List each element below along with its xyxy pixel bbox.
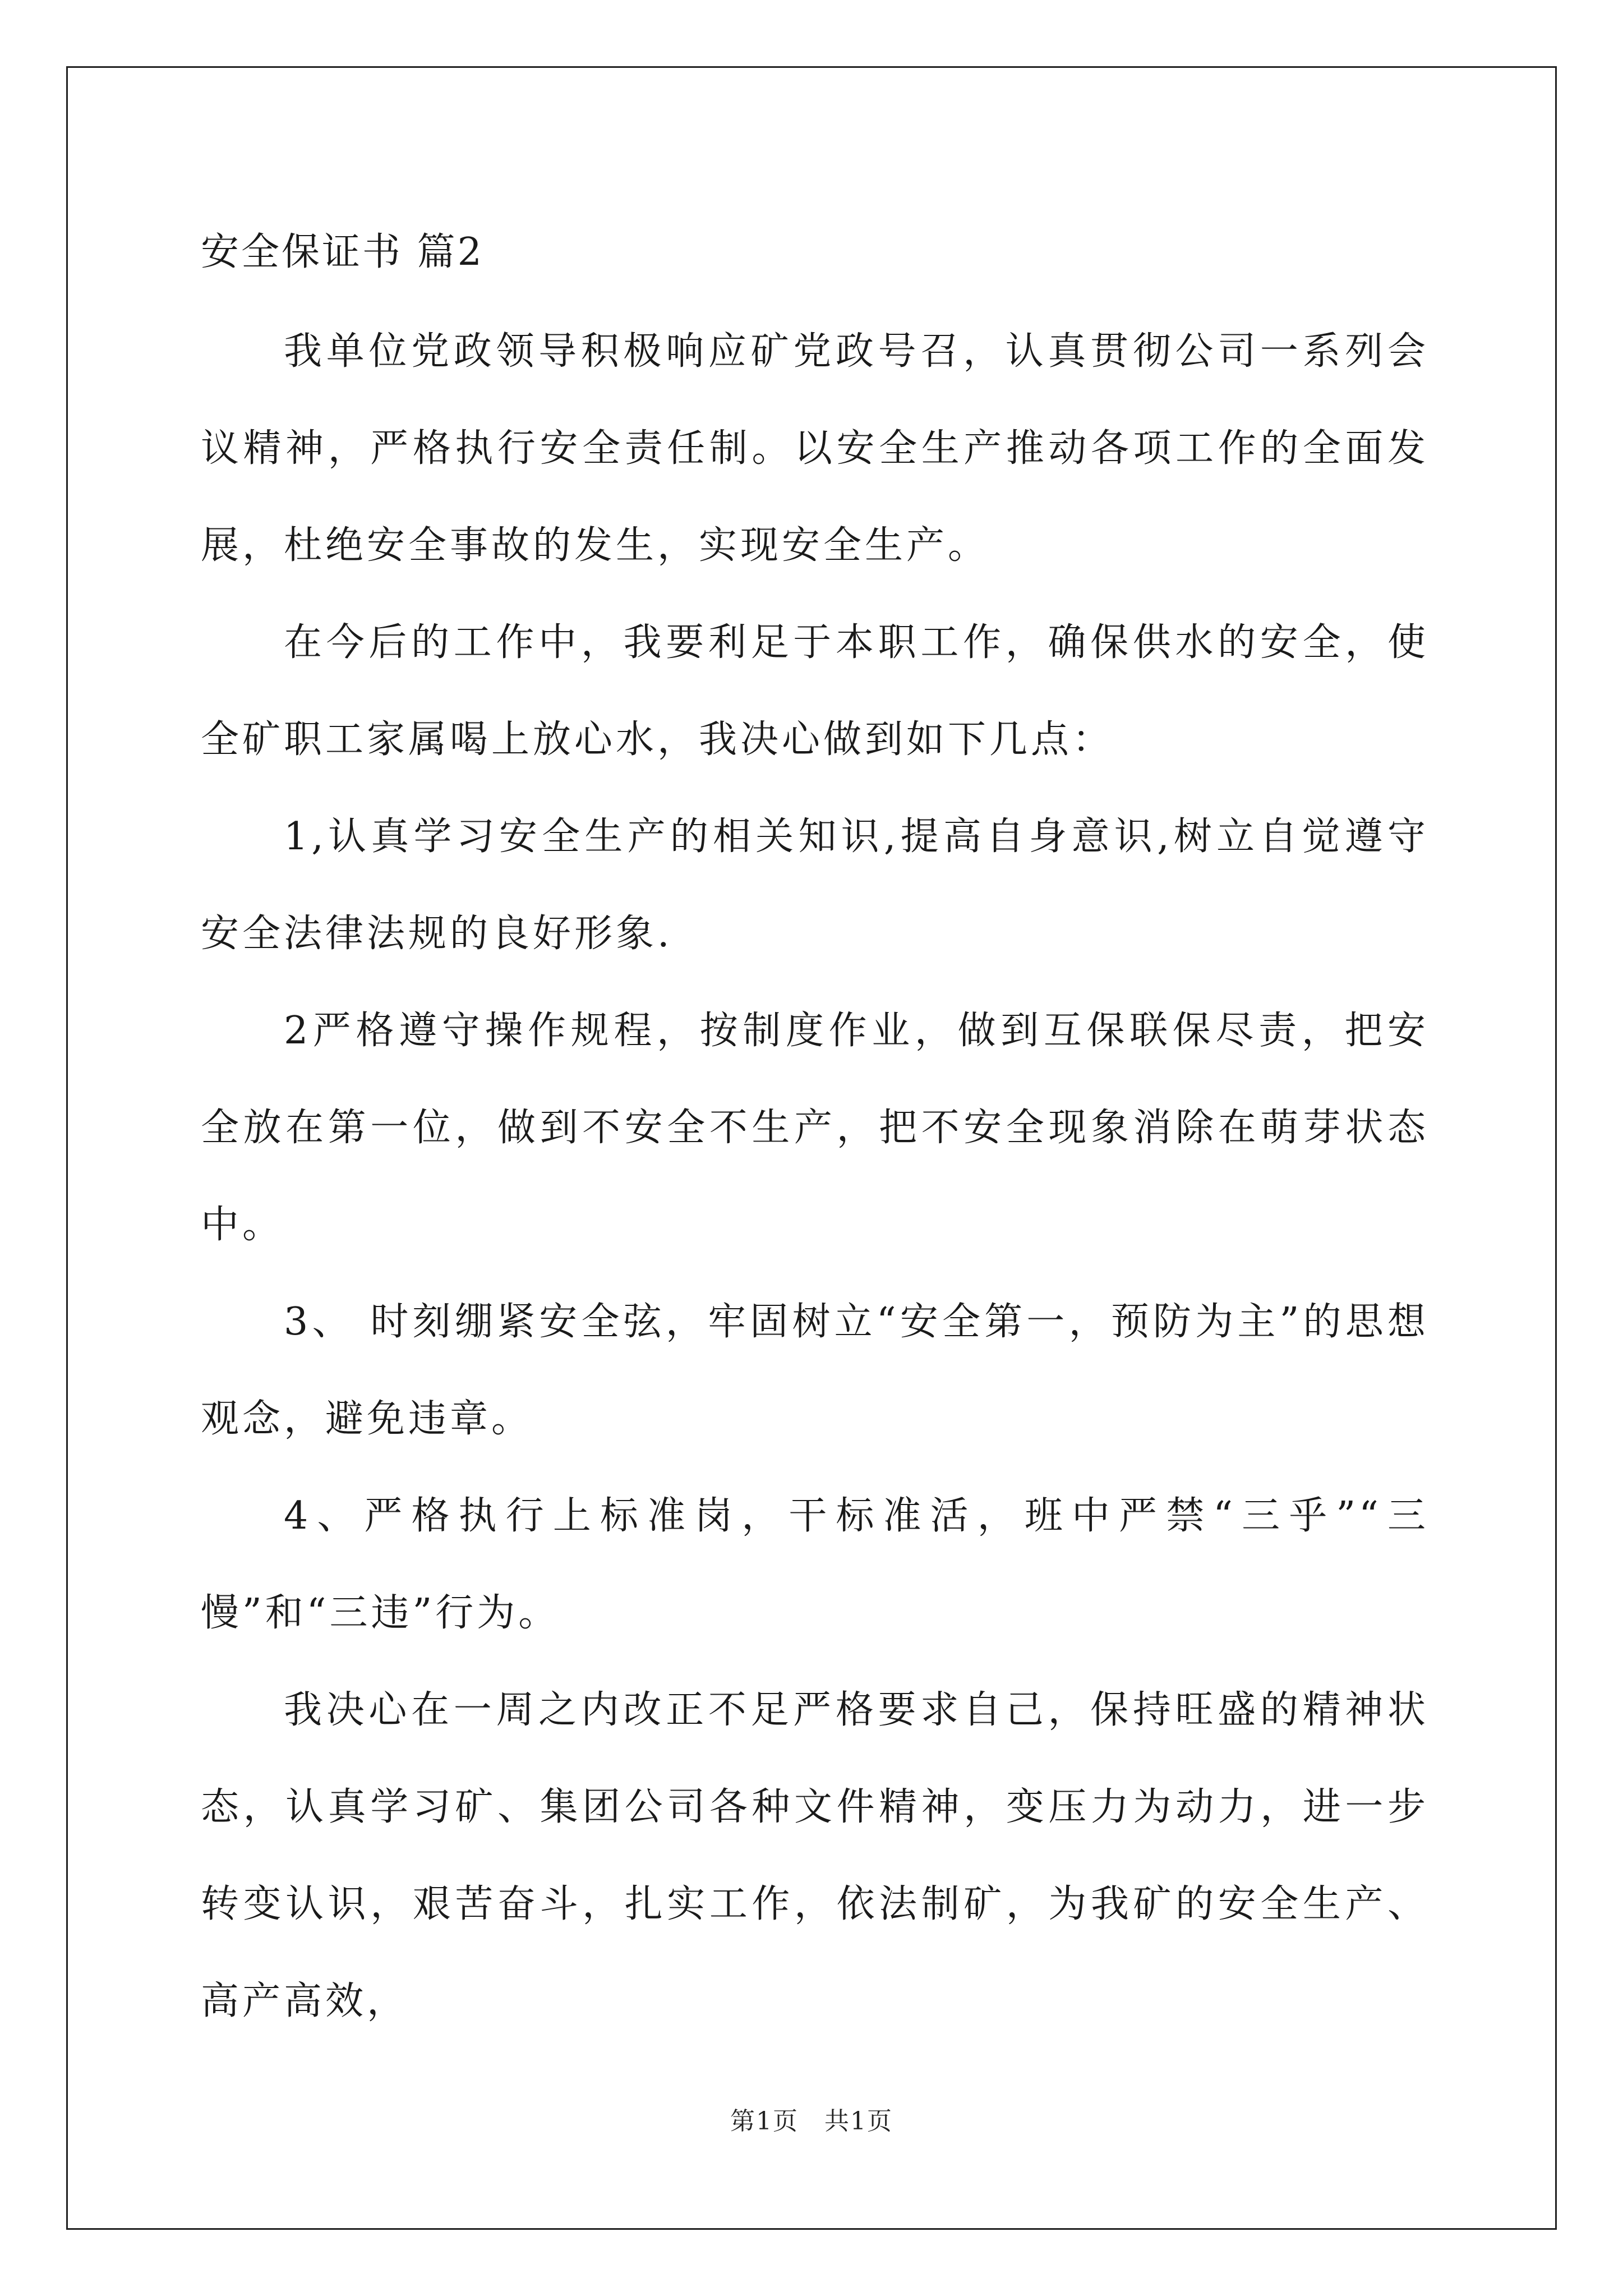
paragraph-5: 3、 时刻绷紧安全弦，牢固树立“安全第一，预防为主”的思想观念，避免违章。 (201, 1300, 1429, 1441)
paragraph-2: 在今后的工作中，我要利足于本职工作，确保供水的安全，使全矿职工家属喝上放心水，我决心做到如下几点： (201, 620, 1429, 762)
document-title: 安全保证书 篇2 (201, 230, 484, 274)
paragraph-7: 我决心在一周之内改正不足严格要求自己，保持旺盛的精神状态，认真学习矿、集团公司各种文件精神，变压力为动力，进一步转变认识，艰苦奋斗，扎实工作，依法制矿，为我矿的安全生产、高产高效， (201, 1688, 1429, 2023)
paragraph-4: 2严格遵守操作规程，按制度作业，做到互保联保尽责，把安全放在第一位，做到不安全不生产，把不安全现象消除在萌芽状态中。 (201, 1009, 1429, 1247)
page-number-footer: 第1页 共1页 (730, 2107, 893, 2136)
paragraph-6: 4、严格执行上标准岗，干标准活，班中严禁“三乎”“三慢”和“三违”行为。 (201, 1494, 1429, 1635)
paragraph-1: 我单位党政领导积极响应矿党政号召，认真贯彻公司一系列会议精神，严格执行安全责任制。以安全生产推动各项工作的全面发展，杜绝安全事故的发生，实现安全生产。 (201, 329, 1429, 568)
paragraph-3: 1,认真学习安全生产的相关知识,提高自身意识,树立自觉遵守安全法律法规的良好形象. (201, 815, 1429, 956)
document-body (201, 213, 1429, 2050)
